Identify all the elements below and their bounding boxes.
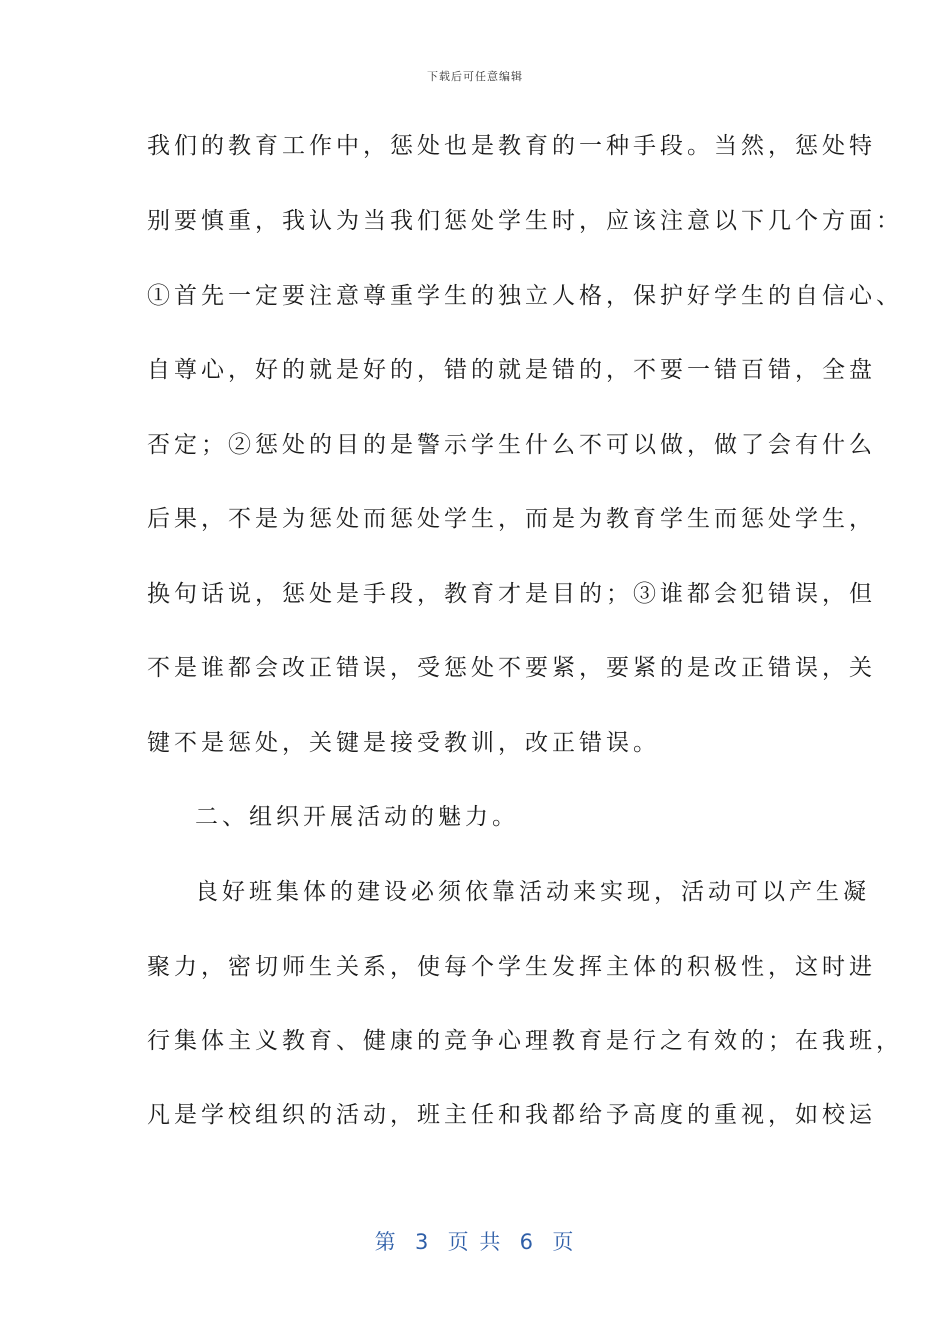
body-line-13: 行集体主义教育、健康的竞争心理教育是行之有效的；在我班， xyxy=(147,1028,903,1054)
body-line-7: 换句话说，惩处是手段，教育才是目的；③谁都会犯错误，但 xyxy=(147,581,876,607)
body-line-2: 别要慎重，我认为当我们惩处学生时，应该注意以下几个方面： xyxy=(147,208,903,234)
body-line-1: 我们的教育工作中，惩处也是教育的一种手段。当然，惩处特 xyxy=(147,133,876,159)
body-line-12: 聚力，密切师生关系，使每个学生发挥主体的积极性，这时进 xyxy=(147,954,876,980)
body-line-6: 后果，不是为惩处而惩处学生，而是为教育学生而惩处学生， xyxy=(147,506,876,532)
body-line-14: 凡是学校组织的活动，班主任和我都给予高度的重视，如校运 xyxy=(147,1102,876,1128)
body-line-11: 良好班集体的建设必须依靠活动来实现，活动可以产生凝 xyxy=(195,879,870,905)
body-line-8: 不是谁都会改正错误，受惩处不要紧，要紧的是改正错误，关 xyxy=(147,655,876,681)
body-line-4: 自尊心，好的就是好的，错的就是错的，不要一错百错，全盘 xyxy=(147,357,876,383)
page-number-footer: 第 3 页 共 6 页 xyxy=(374,1230,576,1254)
body-line-9: 键不是惩处，关键是接受教训，改正错误。 xyxy=(147,730,660,756)
section-heading: 二、组织开展活动的魅力。 xyxy=(195,804,519,830)
header-note: 下载后可任意编辑 xyxy=(427,70,523,83)
body-line-3: ①首先一定要注意尊重学生的独立人格，保护好学生的自信心、 xyxy=(147,283,903,309)
body-line-5: 否定；②惩处的目的是警示学生什么不可以做，做了会有什么 xyxy=(147,432,876,458)
